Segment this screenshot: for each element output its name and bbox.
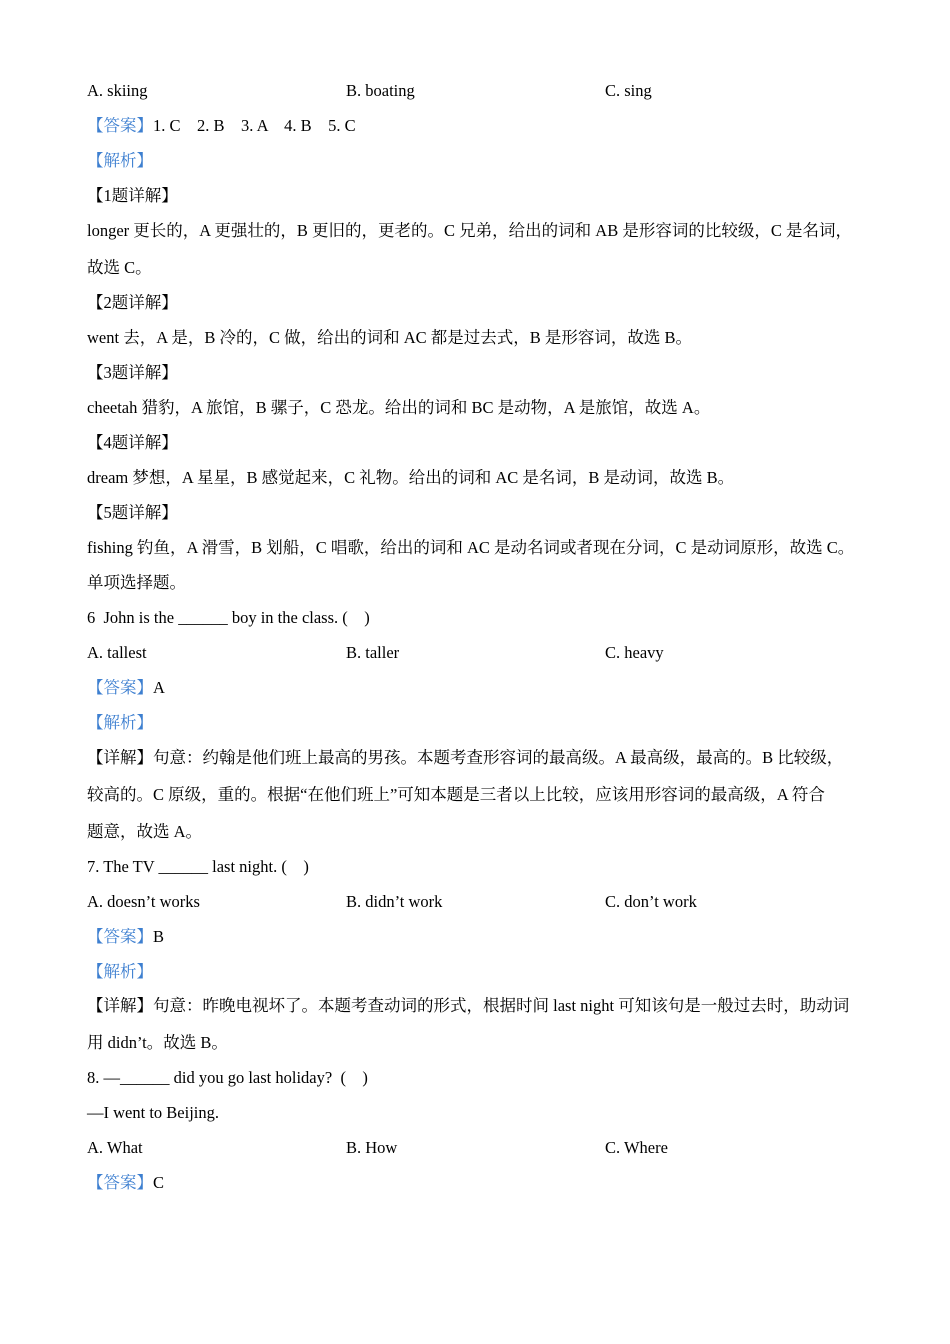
- q8-reply: —I went to Beijing.: [87, 1103, 219, 1122]
- answer-tag: 【答案】: [87, 678, 153, 697]
- option-c: C. heavy: [605, 643, 664, 662]
- answer-tag: 【答案】: [87, 1173, 153, 1192]
- detail-text: 句意：约翰是他们班上最高的男孩。本题考查形容词的最高级。A 最高级，最高的。B 比较级，: [153, 748, 844, 767]
- q6-detail-line-3: 题意，故选 A。: [87, 822, 203, 841]
- option-b: B. boating: [346, 81, 415, 100]
- option-c: C. don’t work: [605, 892, 697, 911]
- detail-3-heading: 【3题详解】: [87, 363, 178, 382]
- answer-value: B: [153, 927, 165, 946]
- answer-value: C: [153, 1173, 165, 1192]
- detail-4-heading: 【4题详解】: [87, 433, 178, 452]
- q7-stem: 7. The TV ______ last night. ( ): [87, 857, 309, 876]
- q8-stem: 8. —______ did you go last holiday? ( ): [87, 1068, 368, 1087]
- option-b: B. didn’t work: [346, 892, 443, 911]
- detail-1-line-2: 故选 C。: [87, 258, 152, 277]
- detail-5-heading: 【5题详解】: [87, 503, 178, 522]
- answer-text: 1. C 2. B 3. A 4. B 5. C: [153, 116, 356, 135]
- detail-2-line-1: went 去，A 是，B 冷的，C 做，给出的词和 AC 都是过去式，B 是形容词，故选 B。: [87, 328, 693, 347]
- option-a: A. doesn’t works: [87, 892, 200, 911]
- option-a: A. tallest: [87, 643, 147, 662]
- q6-stem: 6 John is the ______ boy in the class. ( ): [87, 608, 370, 627]
- detail-4-line-1: dream 梦想，A 星星，B 感觉起来，C 礼物。给出的词和 AC 是名词，B 是动词，故选 B。: [87, 468, 735, 487]
- answer-tag: 【答案】: [87, 116, 153, 135]
- q6-answer: [87, 678, 867, 698]
- detail-1-heading: 【1题详解】: [87, 186, 178, 205]
- answer-value: A: [153, 678, 165, 697]
- detail-2-heading: 【2题详解】: [87, 293, 178, 312]
- q7-detail-line-1: [87, 996, 867, 1016]
- q6-detail-line-1: [87, 748, 867, 768]
- option-b: B. taller: [346, 643, 400, 662]
- q8-answer: [87, 1173, 867, 1193]
- option-c: C. sing: [605, 81, 652, 100]
- detail-tag: 【详解】: [87, 748, 153, 767]
- q7-answer: [87, 927, 867, 947]
- option-a: A. skiing: [87, 81, 148, 100]
- q6-analysis-tag: 【解析】: [87, 713, 153, 732]
- detail-1-line-1: longer 更长的，A 更强壮的，B 更旧的，更老的。C 兄弟，给出的词和 AB 是形容词的比较级，C 是名词，: [87, 221, 852, 240]
- detail-5-line-1: fishing 钓鱼，A 滑雪，B 划船，C 唱歌，给出的词和 AC 是动名词或者现在分词，C 是动词原形，故选 C。: [87, 538, 855, 557]
- answer-line-1-5: [87, 116, 867, 136]
- q6-detail-line-2: 较高的。C 原级，重的。根据“在他们班上”可知本题是三者以上比较，应该用形容词的最高级，A 符合: [87, 785, 825, 804]
- detail-tag: 【详解】: [87, 996, 153, 1015]
- analysis-tag: 【解析】: [87, 151, 153, 170]
- answer-tag: 【答案】: [87, 927, 153, 946]
- option-b: B. How: [346, 1138, 398, 1157]
- option-c: C. Where: [605, 1138, 668, 1157]
- q7-analysis-tag: 【解析】: [87, 962, 153, 981]
- detail-3-line-1: cheetah 猎豹，A 旅馆，B 骡子，C 恐龙。给出的词和 BC 是动物，A 是旅馆，故选 A。: [87, 398, 711, 417]
- q7-detail-line-2: 用 didn’t。故选 B。: [87, 1033, 228, 1052]
- option-a: A. What: [87, 1138, 143, 1157]
- detail-text: 句意：昨晚电视坏了。本题考查动词的形式，根据时间 last night 可知该句是一般过去时，助动词: [153, 996, 850, 1015]
- section-title: 单项选择题。: [87, 573, 186, 592]
